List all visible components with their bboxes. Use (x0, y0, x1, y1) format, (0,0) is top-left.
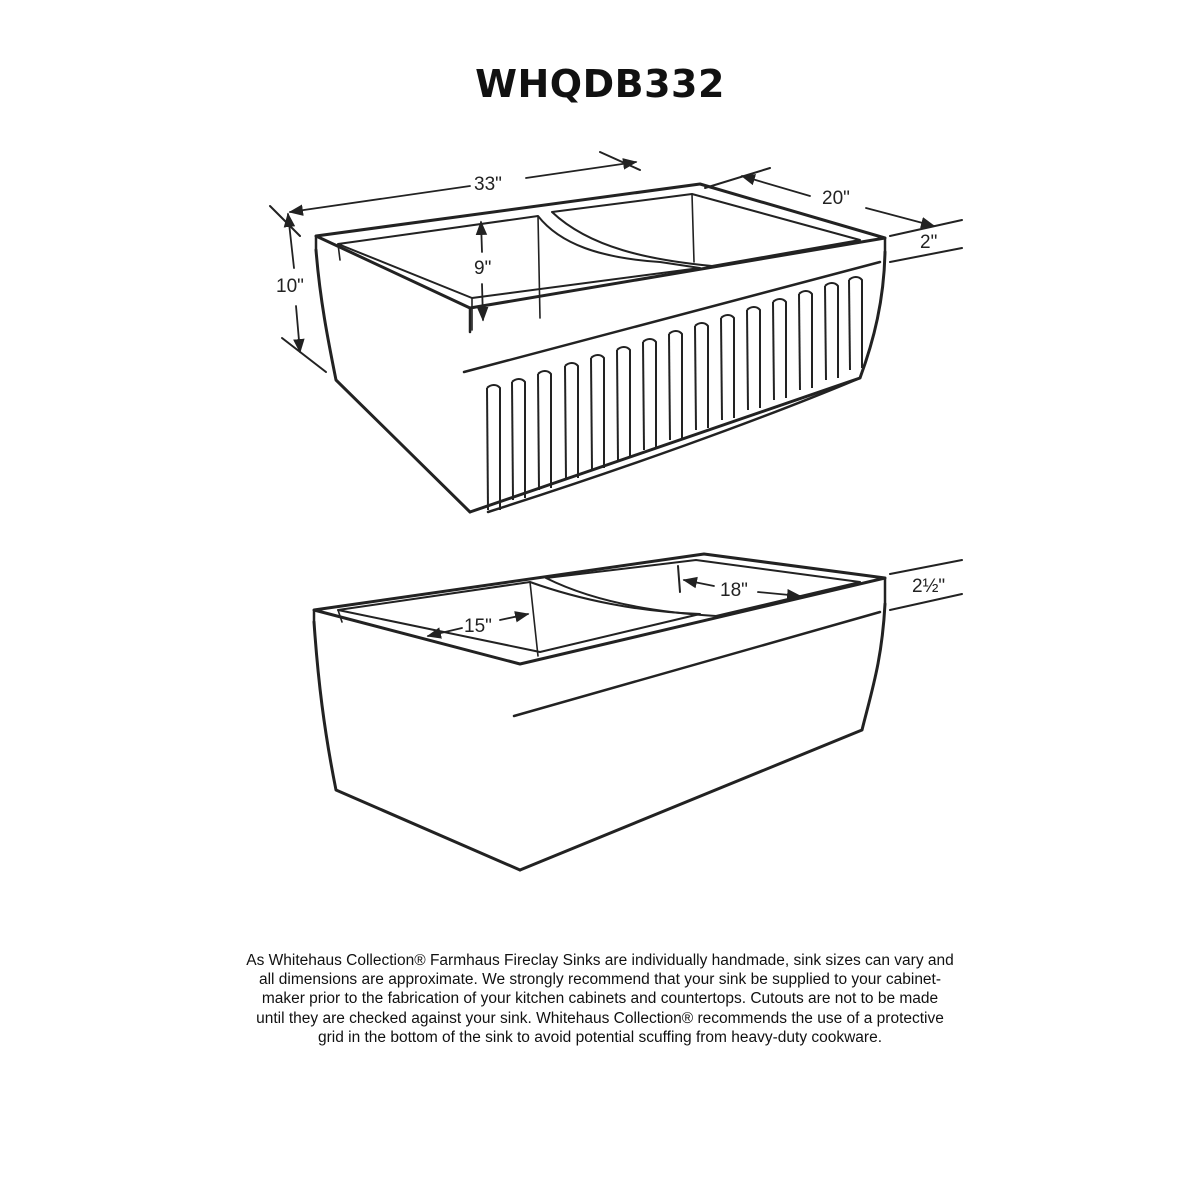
dim-depth-label: 20" (822, 188, 850, 209)
dim-rim-bottom-label: 2½" (912, 576, 946, 597)
disclaimer-line-3: maker prior to the fabrication of your kitchen cabinets and countertops. Cutouts are not to be made (261, 990, 939, 1008)
disclaimer-line-4: until they are checked against your sink. Whitehaus Collection® recommends the use of a protective (256, 1009, 944, 1027)
plain-sink-drawing (314, 554, 962, 870)
top-right-bowl (552, 194, 860, 266)
disclaimer-line-2: all dimensions are approximate. We strongly recommend that your sink be supplied to your cabinet- (258, 971, 942, 989)
apron-flutes (487, 277, 862, 510)
dim-height-label: 10" (276, 276, 304, 297)
dimension-width (270, 152, 640, 236)
disclaimer-line-5: grid in the bottom of the sink to avoid potential scuffing from heavy-duty cookware. (317, 1028, 883, 1046)
bottom-sink-outline (314, 554, 885, 664)
dim-large-bowl-label: 18" (720, 580, 748, 601)
top-sink-outline (316, 184, 885, 308)
disclaimer-line-1: As Whitehaus Collection® Farmhaus Fireclay Sinks are individually handmade, sink sizes can vary and (246, 952, 954, 969)
top-sink-left-side (316, 250, 470, 512)
fluted-sink-drawing (270, 152, 962, 512)
dimension-rim-top (890, 220, 962, 262)
top-bowl-walls (338, 194, 694, 330)
top-sink-apron-top (464, 262, 880, 372)
dimension-small-bowl (428, 614, 528, 637)
bottom-sink-left-side (314, 622, 520, 870)
dim-bowl-depth-label: 9" (474, 258, 492, 279)
dim-rim-top-label: 2" (920, 232, 938, 253)
bottom-left-bowl (338, 582, 700, 652)
dimension-rim-bottom (890, 560, 962, 610)
disclaimer-text (200, 951, 1000, 1047)
bottom-sink-apron-top (514, 612, 880, 716)
dim-width-label: 33" (474, 174, 502, 195)
dim-small-bowl-label: 15" (464, 616, 492, 637)
product-title: WHQDB332 (475, 62, 725, 106)
